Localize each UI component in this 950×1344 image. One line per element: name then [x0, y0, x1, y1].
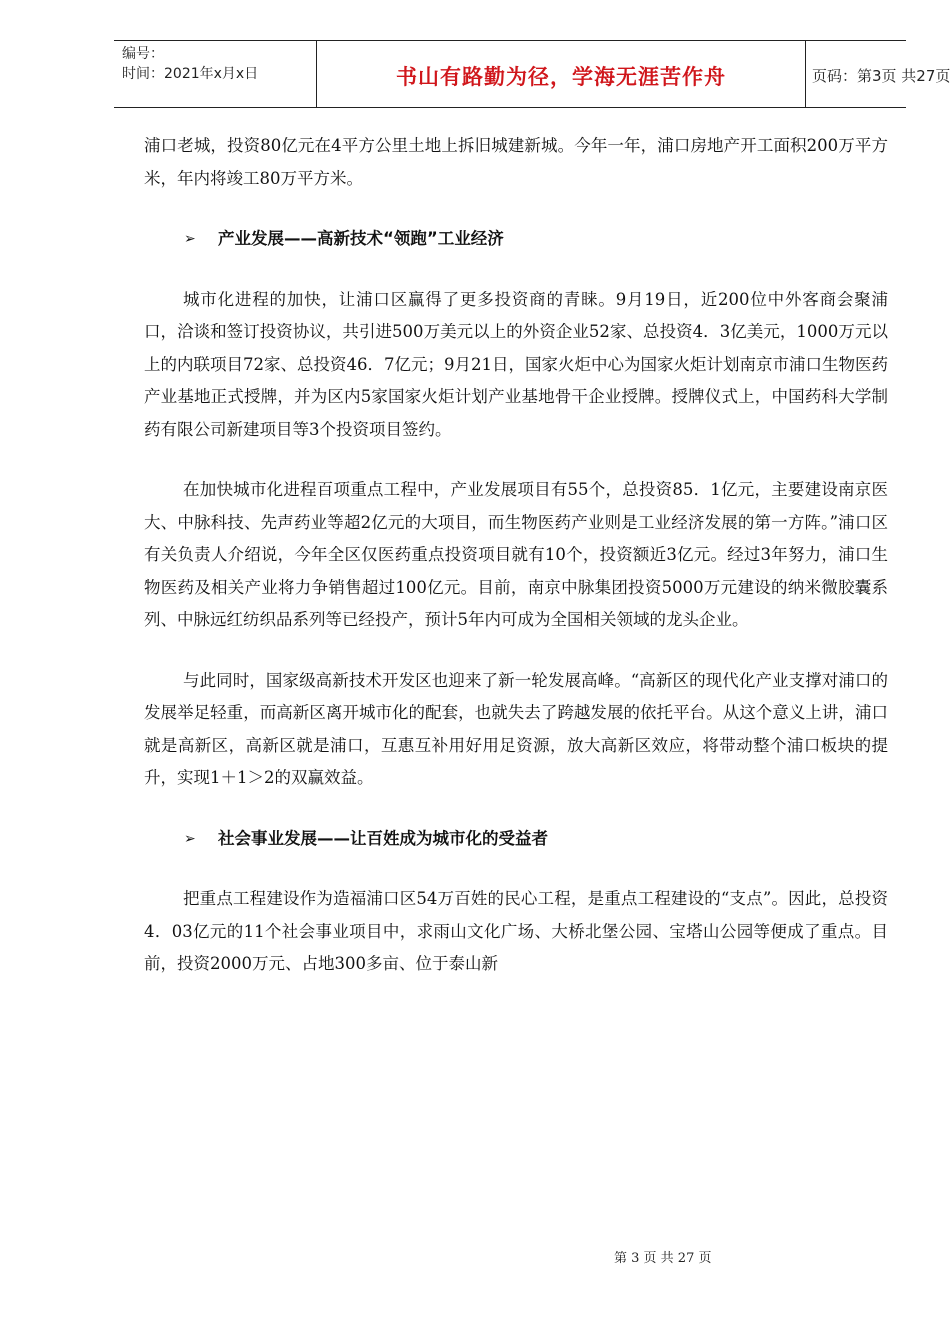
section-heading-text: 社会事业发展——让百姓成为城市化的受益者 [218, 828, 548, 848]
paragraph-1: 浦口老城，投资80亿元在4平方公里土地上拆旧城建新城。今年一年，浦口房地产开工面积200万平方米，年内将竣工80万平方米。 [144, 136, 888, 188]
paragraph-4: 与此同时，国家级高新技术开发区也迎来了新一轮发展高峰。“高新区的现代化产业支撑对浦口的发展举足轻重，而高新区离开城市化的配套，也就失去了跨越发展的依托平台。从这个意义上讲，浦口就是高新区，高新区就是浦口，互惠互补用好用足资源，放大高新区效应，将带动整个浦口板块的提升，实现1＋1＞2的双赢效益。 [144, 670, 888, 787]
header-motto: 书山有路勤为径，学海无涯苦作舟 [396, 65, 726, 89]
paragraph-2: 城市化进程的加快，让浦口区赢得了更多投资商的青睐。9月19日，近200位中外客商会聚浦口，洽谈和签订投资协议，共引进500万美元以上的外资企业52家、总投资4．3亿美元，1000万元以上的内联项目72家、总投资46．7亿元；9月21日，国家火炬中心为国家火炬计划南京市浦口生物医药产业基地正式授牌，并为区内5家国家火炬计划产业基地骨干企业授牌。授牌仪式上，中国药科大学制药有限公司新建项目等3个投资项目签约。 [144, 289, 888, 439]
header-motto-cell [316, 41, 806, 107]
section-heading-social [144, 823, 888, 856]
document-body [144, 130, 888, 981]
arrow-bullet-icon: ➢ [184, 231, 196, 247]
section-heading-text: 产业发展——高新技术“领跑”工业经济 [218, 229, 504, 248]
page-header [114, 40, 950, 108]
page-footer: 第 3 页 共 27 页 [614, 1251, 712, 1266]
paragraph-5: 把重点工程建设作为造福浦口区54万百姓的民心工程，是重点工程建设的“支点”。因此，总投资4．03亿元的11个社会事业项目中，求雨山文化广场、大桥北堡公园、宝塔山公园等便成了重点。目前，投资2000万元、占地300多亩、位于泰山新 [144, 889, 888, 973]
header-page-cell [804, 41, 950, 107]
time-label: 时间：2021年x月x日 [122, 66, 259, 82]
section-heading-industry [144, 223, 888, 256]
header-page-code: 页码：第3页 共27页 [812, 67, 950, 85]
arrow-bullet-icon: ➢ [184, 830, 196, 847]
header-meta-cell [114, 41, 316, 107]
serial-label: 编号： [122, 46, 164, 62]
paragraph-3: 在加快城市化进程百项重点工程中，产业发展项目有55个，总投资85．1亿元，主要建设南京医大、中脉科技、先声药业等超2亿元的大项目，而生物医药产业则是工业经济发展的第一方阵。”浦口区有关负责人介绍说，今年全区仅医药重点投资项目就有10个，投资额近3亿元。经过3年努力，浦口生物医药及相关产业将力争销售超过100亿元。目前，南京中脉集团投资5000万元建设的纳米微胶囊系列、中脉远红纺织品系列等已经投产，预计5年内可成为全国相关领域的龙头企业。 [144, 480, 888, 629]
